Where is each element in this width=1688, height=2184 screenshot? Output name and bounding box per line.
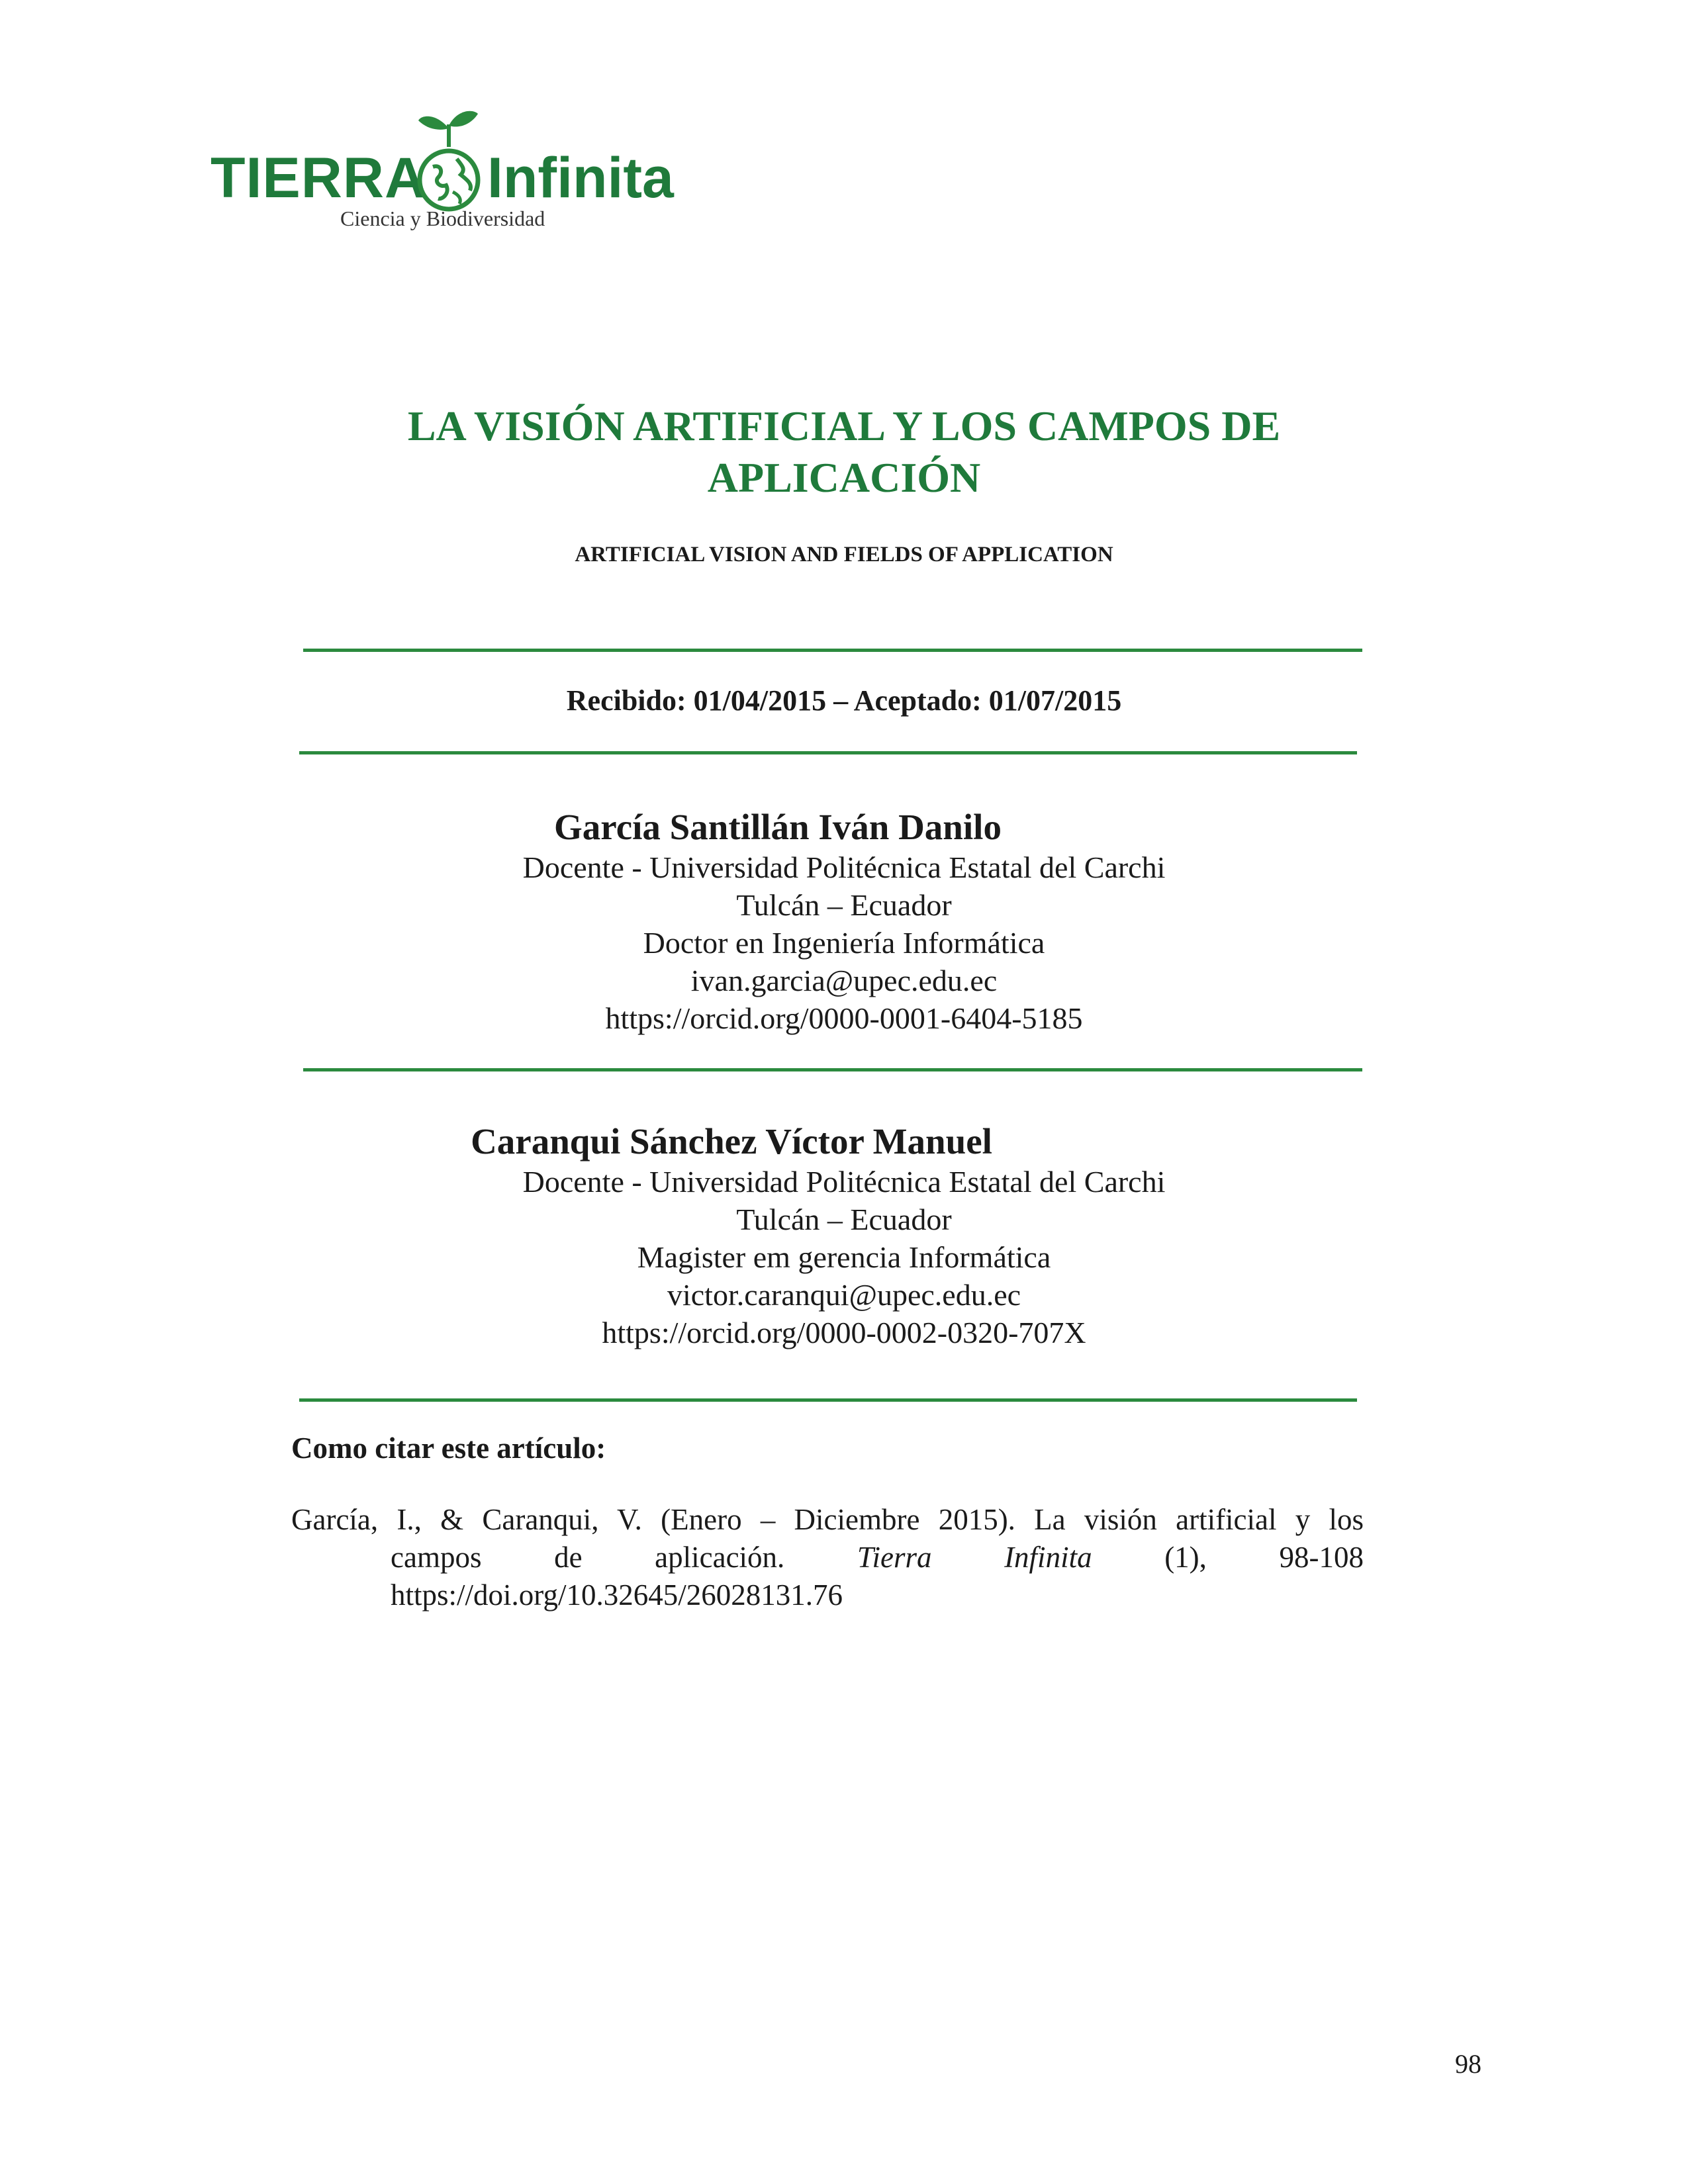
author-name: Caranqui Sánchez Víctor Manuel [471, 1121, 992, 1161]
sprout-globe-icon [409, 106, 489, 218]
author-block-1 [0, 806, 1688, 1037]
divider [303, 649, 1362, 652]
author-name: García Santillán Iván Danilo [554, 807, 1002, 847]
citation-title-part: campos de aplicación. [391, 1541, 785, 1574]
citation-heading: Como citar este artículo: [291, 1432, 606, 1465]
title-line-1: LA VISIÓN ARTIFICIAL Y LOS CAMPOS DE [407, 402, 1281, 449]
author-email[interactable]: victor.caranqui@upec.edu.ec [667, 1278, 1021, 1312]
citation-journal: Tierra Infinita [857, 1541, 1092, 1574]
received-accepted-dates: Recibido: 01/04/2015 – Aceptado: 01/07/2015 [566, 684, 1122, 717]
logo-brand-right: Infinita [487, 146, 674, 210]
author-orcid-link[interactable]: https://orcid.org/0000-0002-0320-707X [602, 1316, 1086, 1349]
logo-brand-left: TIERRA [211, 146, 427, 210]
author-block-2 [0, 1120, 1688, 1351]
citation-line-2 [291, 1539, 1364, 1576]
divider [299, 1398, 1357, 1402]
citation-line-1: García, I., & Caranqui, V. (Enero – Diciembre 2015). La visión artificial y los [291, 1503, 1364, 1536]
title-line-2: APLICACIÓN [707, 454, 981, 501]
divider [299, 751, 1357, 754]
citation-doi-link[interactable]: https://doi.org/10.32645/26028131.76 [391, 1578, 843, 1612]
author-degree: Magister em gerencia Informática [637, 1240, 1051, 1274]
author-location: Tulcán – Ecuador [736, 888, 952, 922]
author-location: Tulcán – Ecuador [736, 1203, 952, 1236]
author-affiliation: Docente - Universidad Politécnica Estatal del Carchi [522, 1165, 1166, 1199]
journal-logo [211, 106, 714, 238]
author-orcid-link[interactable]: https://orcid.org/0000-0001-6404-5185 [605, 1001, 1083, 1035]
author-affiliation: Docente - Universidad Politécnica Estatal del Carchi [522, 850, 1166, 884]
page-number: 98 [1455, 2049, 1481, 2079]
citation-text [291, 1501, 1364, 1614]
divider [303, 1068, 1362, 1071]
article-title [0, 400, 1688, 504]
logo-tagline: Ciencia y Biodiversidad [340, 206, 545, 230]
article-subtitle: ARTIFICIAL VISION AND FIELDS OF APPLICATION [575, 543, 1113, 567]
author-email[interactable]: ivan.garcia@upec.edu.ec [690, 964, 998, 997]
author-degree: Doctor en Ingeniería Informática [643, 926, 1045, 960]
citation-volume-pages: (1), 98-108 [1164, 1541, 1364, 1574]
